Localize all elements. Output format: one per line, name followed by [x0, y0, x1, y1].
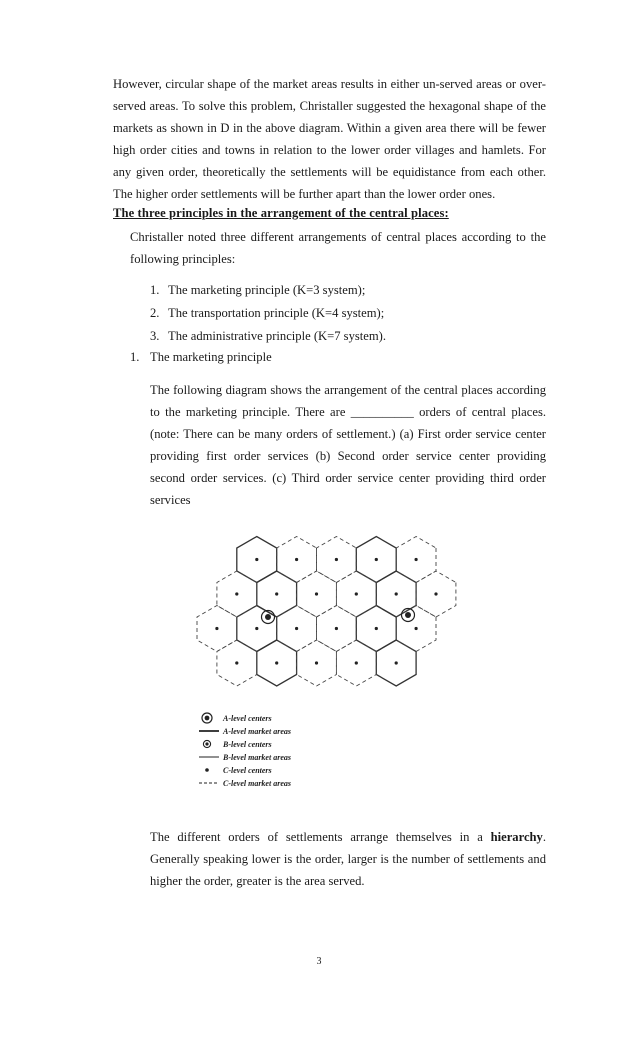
legend-item: B-level market areas	[197, 751, 291, 763]
principle-item: 1. The marketing principle (K=3 system);	[150, 283, 366, 297]
c-level-center	[375, 558, 378, 561]
c-level-center	[275, 592, 278, 595]
c-level-center	[355, 661, 358, 664]
marketing-paragraph: The following diagram shows the arrangement of the central places according to the marketing principle. There are __________ orders of central places. (note: There can be many orders of settlement.) (a) First order service center providing first order services (b) Second order service center providing second order services. (c) Third order service center providing third order services	[150, 383, 546, 507]
c-level-center	[235, 661, 238, 664]
legend-item: A-level centers	[197, 712, 272, 724]
subsection-heading: 1. The marketing principle	[130, 350, 272, 364]
c-level-center	[235, 592, 238, 595]
principle-item: 2. The transportation principle (K=4 system);	[150, 306, 385, 320]
a-level-center	[265, 614, 271, 620]
c-level-center	[255, 627, 258, 630]
legend-item: C-level market areas	[197, 777, 291, 789]
c-level-center	[315, 592, 318, 595]
hierarchy-keyword: hierarchy	[490, 830, 543, 844]
c-level-center	[434, 592, 437, 595]
c-level-center	[335, 627, 338, 630]
legend-item: C-level centers	[197, 764, 272, 776]
c-level-center	[335, 558, 338, 561]
c-level-center	[355, 592, 358, 595]
c-level-center	[415, 627, 418, 630]
market-area-network	[237, 537, 416, 687]
c-level-center	[295, 558, 298, 561]
c-area-dashed-icon	[197, 777, 223, 789]
b-area-line-icon	[197, 751, 223, 763]
legend-item: B-level centers	[197, 738, 272, 750]
c-level-center	[275, 661, 278, 664]
c-level-center	[255, 558, 258, 561]
c-level-center	[295, 627, 298, 630]
principle-item: 3. The administrative principle (K=7 system).	[150, 329, 386, 343]
a-center-icon	[197, 712, 223, 724]
page-number: 3	[316, 956, 322, 967]
c-level-center	[375, 627, 378, 630]
section-intro: Christaller noted three different arrangements of central places according to the following principles:	[130, 230, 546, 266]
legend-item: A-level market areas	[197, 725, 291, 737]
fill-in-blank: __________	[350, 405, 414, 419]
intro-paragraph: However, circular shape of the market areas results in either un-served areas or over-served areas. To solve this problem, Christaller suggested the hexagonal shape of the markets as shown in D in the above diagram. Within a given area there will be fewer high order cities and towns in relation to the lower order villages and hamlets. For any given order, theoretically the settlements will be equidistance from each other. The higher order settlements will be further apart than the lower order ones.	[113, 77, 546, 201]
a-level-center	[405, 612, 411, 618]
c-level-center	[395, 592, 398, 595]
hierarchy-paragraph: The different orders of settlements arrange themselves in a hierarchy. Generally speaking lower is the order, larger is the number of settlements and higher the order, greater is the area served.	[150, 830, 546, 888]
centers-layer	[215, 558, 437, 665]
a-area-line-icon	[197, 725, 223, 737]
b-center-icon	[197, 738, 223, 750]
c-level-center	[215, 627, 218, 630]
c-center-icon	[197, 764, 223, 776]
c-level-center	[415, 558, 418, 561]
c-level-center	[395, 661, 398, 664]
principles-list	[150, 279, 386, 348]
central-place-diagram	[185, 515, 465, 705]
section-heading: The three principles in the arrangement of the central places:	[113, 206, 449, 220]
c-level-center	[315, 661, 318, 664]
